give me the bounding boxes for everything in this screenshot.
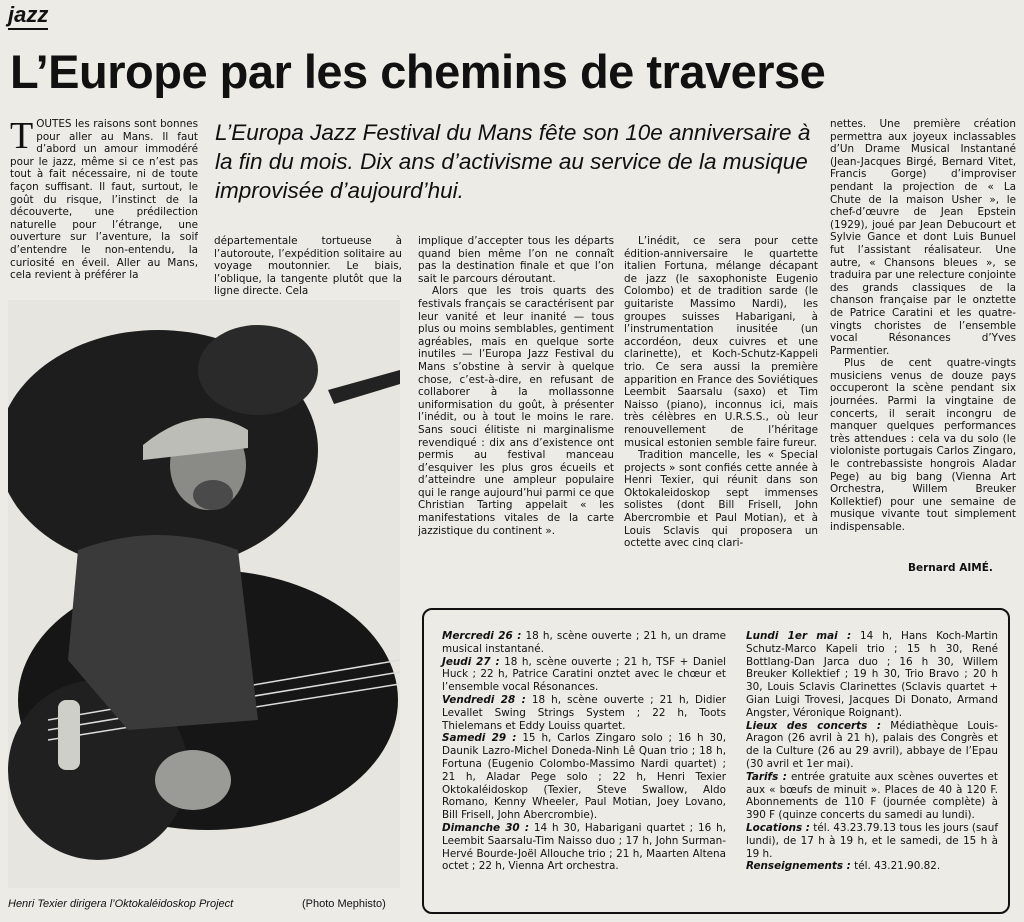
schedule-entry: Jeudi 27 : 18 h, scène ouverte ; 21 h, TSF + Daniel Huck ; 22 h, Patrice Caratini onztet avec le chœur et l’ensemble vocal Résonances. xyxy=(442,655,726,694)
intro-text: OUTES les raisons sont bonnes pour aller au Mans. Il faut d’abord un amour immodéré pour le jazz, même si ce n’est pas tout à fait nécessaire, ni de toute façon suffisant. Il faut, surtout, le goût du risque, l’instinct de la découverte, une prédilection naturelle pour l’étrange, une ouverture sur l’aventure, la soif d’entendre le non-entendu, la curiosité en éveil. Aller au Mans, cela revient à préférer la xyxy=(10,118,198,282)
musician-photo xyxy=(8,300,400,888)
photo-credit: (Photo Mephisto) xyxy=(302,898,386,910)
schedule-entry: Samedi 29 : 15 h, Carlos Zingaro solo ; 16 h 30, Daunik Lazro-Michel Doneda-Ninh Lê Quan trio ; 18 h, Fortuna (Eugenio Colombo-Massimo Nardi quartet) ; 21 h, Aladar Pege solo ; 22 h, Henri Texier Oktokaléidoskop (Texier, Steve Swallow, Aldo Romano, Kenny Wheeler, Paul Motian, Joey Lovano, Bill Frisell, John Abercrombie). xyxy=(442,732,726,822)
column-4-paragraph-1: L’inédit, ce sera pour cette édition-anniversaire le quartette italien Fortuna, mélange décapant de jazz (le saxophoniste Eugenio Colombo) et de tradition sarde (le guitariste Massimo Nardi), les groupes suisses Habarigani, à l’instrumentation inusitée (un accordéon, deux cuivres et une clarinette), et Koch-Schutz-Kappeli trio. Ce sera aussi la première apparition en France des Soviétiques Leembit Saarsalu (saxo) et Tim Naisso (piano), inconnus ici, mais très célèbres en U.R.S.S., où leur renouvellement de l’héritage musical estonien semble faire fureur. xyxy=(624,235,818,449)
article-column-3 xyxy=(418,235,614,585)
author-signature: Bernard AIMÉ. xyxy=(908,562,993,574)
photo-caption: Henri Texier dirigera l’Oktokaléidoskop Project xyxy=(8,898,234,910)
article-column-2 xyxy=(214,235,402,297)
article-column-5 xyxy=(830,118,1016,560)
section-rubric: jazz xyxy=(8,2,48,30)
schedule-entry: Locations : tél. 43.23.79.13 tous les jours (sauf lundi), de 17 h à 19 h, et le samedi, de 15 h à 19 h. xyxy=(746,821,998,860)
intro-paragraph xyxy=(10,118,198,282)
concert-schedule-box xyxy=(422,608,1010,914)
article-column-4 xyxy=(624,235,818,585)
photo-illustration xyxy=(8,300,400,888)
schedule-right-column xyxy=(746,630,998,873)
article-intro-column xyxy=(10,118,198,296)
column-5-paragraph-2: Plus de cent quatre-vingts musiciens venus de douze pays occuperont la scène pendant six journées. Parmi la vingtaine de concerts, il serait incongru de manquer quelques performances très attendues : cela va du solo (le violoniste portugais Carlos Zingaro, le contrebassiste hongrois Aladar Pege) au big bang (Vienna Art Orchestra, Willem Breuker Kollektief) pour une semaine de musique vivante tout simplement indispensable. xyxy=(830,357,1016,533)
drop-cap: T xyxy=(10,118,34,157)
schedule-entry: Lieux des concerts : Médiathèque Louis-Aragon (26 avril à 21 h), palais des Congrès et de la Culture (26 au 29 avril), abbaye de l’Epau (30 avril et 1er mai). xyxy=(746,719,998,770)
column-4-paragraph-2: Tradition mancelle, les « Special projects » sont confiés cette année à Henri Texier, qui réunit dans son Oktokaleidoskop sept immenses solistes (dont Bill Frisell, John Abercrombie et Paul Motian), et à Louis Sclavis qui proposera un octette avec cinq clari- xyxy=(624,449,818,550)
schedule-entry: Mercredi 26 : 18 h, scène ouverte ; 21 h, un drame musical instantané. xyxy=(442,630,726,655)
column-2-text: départementale tortueuse à l’autoroute, l’expédition solitaire au voyage moutonnier. Le biais, l’oblique, la tangente plutôt que la ligne directe. Cela xyxy=(214,235,402,297)
schedule-left-column xyxy=(442,630,726,873)
schedule-entry: Renseignements : tél. 43.21.90.82. xyxy=(746,860,941,873)
schedule-entry: Tarifs : entrée gratuite aux scènes ouvertes et aux « bœufs de minuit ». Places de 40 à 120 F. Abonnements de 110 F (journée complète) à 390 F (quinze concerts du samedi au lundi). xyxy=(746,770,998,822)
schedule-entry: Vendredi 28 : 18 h, scène ouverte ; 21 h, Didier Levallet Swing Strings System ; 22 h, Toots Thielemans et Eddy Louiss quartet. xyxy=(442,693,726,732)
article-headline: L’Europe par les chemins de traverse xyxy=(10,45,826,98)
column-3-paragraph-2: Alors que les trois quarts des festivals français se caractérisent par leur vanité et leur inanité — tous plus ou moins semblables, gentiment agréables, mais en quelque sorte inutiles — l’Europa Jazz Festival du Mans s’obstine à servir à quelque chose, c’est-à-dire, en refusant de collaborer à la mollassonne uniformisation du goût, à présenter l’inédit, ou à tout le moins le rare. Sans souci élitiste ni marginalisme revendiqué : dix ans d’existence ont permis au festival manceau d’esquiver les plus gros écueils et d’atteindre une ampleur populaire qui le range aujourd’hui parmi ce que Christian Tarting appelait « les manifestations vitales de la carte jazzistique du continent ». xyxy=(418,285,614,537)
schedule-entry: Lundi 1er mai : 14 h, Hans Koch-Martin Schutz-Marco Kapeli trio ; 15 h 30, René Bottlang-Dan Jarca duo ; 16 h 30, Willem Breuker Kollektief ; 19 h 30, Trio Bravo ; 20 h 30, Louis Sclavis Clarinettes (Sclavis quartet + Gian Luigi Trovesi, Jacques Di Donato, Armand Angster, Véronique Roignant). xyxy=(746,630,998,719)
schedule-entry: Dimanche 30 : 14 h 30, Habarigani quartet ; 16 h, Leembit Saarsalu-Tim Naisso duo ; 17 h, John Surman-Hervé Bourde-Joël Allouche trio ; 21 h, Maarten Altena octet ; 22 h, Vienna Art orchestra. xyxy=(442,821,726,873)
column-5-paragraph-1: nettes. Une première création permettra aux joyeux inclassables d’Un Drame Musical Instantané (Jean-Jacques Birgé, Bernard Vitet, Francis Gorge) d’improviser pendant la projection de « La Chute de la maison Usher », le chef-d’œuvre de Jean Epstein (1929), joué par Jean Debucourt et Sylvie Gance et dont Luis Bunuel fut l’assistant réalisateur. Une autre, « Chansons bleues », se traduira par une relecture conjointe des grands classiques de la chanson française par le onztette de Patrice Caratini et les quatre-vingts choristes de l’ensemble vocal Résonances d’Yves Parmentier. xyxy=(830,118,1016,357)
article-standfirst: L’Europa Jazz Festival du Mans fête son 10e anniversaire à la fin du mois. Dix ans d’activisme au service de la musique improvisée d’aujourd’hui. xyxy=(215,120,811,203)
column-3-paragraph-1: implique d’accepter tous les départs quand bien même l’on ne connaît pas la destination finale et que l’on sait le parcours déroutant. xyxy=(418,235,614,285)
